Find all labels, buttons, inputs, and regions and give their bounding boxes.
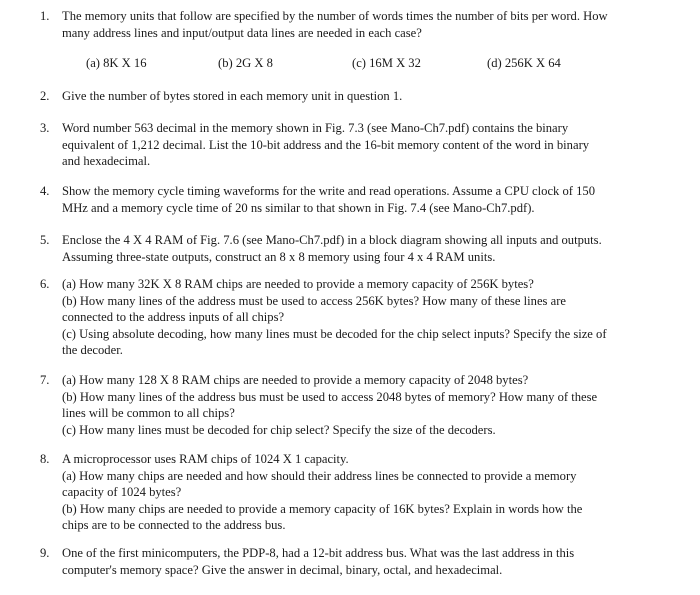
question-line: (c) Using absolute decoding, how many lines must be decoded for the chip select inputs? Specify the size of [62,326,607,341]
question-text [62,120,660,170]
question-number: 6. [40,277,50,291]
question-text [62,545,660,578]
question-line: (b) How many chips are needed to provide a memory capacity of 16K bytes? Explain in words how the [62,501,583,516]
question-line: equivalent of 1,212 decimal. List the 10-bit address and the 16-bit memory content of the word in binary [62,137,590,152]
question-line: Enclose the 4 X 4 RAM of Fig. 7.6 (see Mano-Ch7.pdf) in a block diagram showing all inputs and outputs. [62,233,602,247]
question-line: chips are to be connected to the address bus. [62,518,286,532]
question-text [62,276,660,359]
question-text [62,8,660,41]
question-number: 4. [40,184,50,198]
question-line: The memory units that follow are specified by the number of words times the number of bits per word. How [62,9,608,23]
question-number: 3. [40,121,50,135]
question-line: (b) How many lines of the address must be used to access 256K bytes? How many of these lines are [62,293,566,308]
question-line: Assuming three-state outputs, construct an 8 x 8 memory using four 4 x 4 RAM units. [62,249,496,264]
question-number: 9. [40,546,50,560]
question-line: many address lines and input/output data lines are needed in each case? [62,25,422,40]
question-number: 1. [40,9,50,23]
question-line: computer's memory space? Give the answer in decimal, binary, octal, and hexadecimal. [62,562,503,577]
question-line: (b) How many lines of the address bus must be used to access 2048 bytes of memory? How many of these [62,389,598,404]
option-d: (d) 256K X 64 [487,56,561,70]
question-text [62,372,660,438]
option-c: (c) 16M X 32 [352,56,421,70]
question-text [62,88,660,105]
question-text [62,451,660,534]
question-number: 5. [40,233,50,247]
question-line: the decoder. [62,343,123,357]
question-line: (a) How many chips are needed and how should their address lines be connected to provide a memory [62,468,577,483]
question-text [62,232,660,265]
question-line: lines will be common to all chips? [62,406,235,420]
question-line: capacity of 1024 bytes? [62,485,182,499]
option-a: (a) 8K X 16 [86,56,147,70]
question-number: 2. [40,89,50,103]
question-line: MHz and a memory cycle time of 20 ns similar to that shown in Fig. 7.4 (see Mano-Ch7.pdf). [62,200,535,215]
option-b: (b) 2G X 8 [218,56,273,70]
question-line: One of the first minicomputers, the PDP-8, had a 12-bit address bus. What was the last address in this [62,546,575,560]
question-number: 7. [40,373,50,387]
question-line: Give the number of bytes stored in each memory unit in question 1. [62,89,403,103]
question-line: connected to the address inputs of all chips? [62,310,285,324]
question-line: and hexadecimal. [62,154,151,168]
question-line: (c) How many lines must be decoded for chip select? Specify the size of the decoders. [62,422,496,437]
question-line: (a) How many 32K X 8 RAM chips are needed to provide a memory capacity of 256K bytes? [62,277,534,291]
question-line: A microprocessor uses RAM chips of 1024 X 1 capacity. [62,452,349,466]
question-line: Show the memory cycle timing waveforms for the write and read operations. Assume a CPU clock of 150 [62,184,596,198]
question-line: Word number 563 decimal in the memory shown in Fig. 7.3 (see Mano-Ch7.pdf) contains the binary [62,121,569,135]
question-number: 8. [40,452,50,466]
question-line: (a) How many 128 X 8 RAM chips are needed to provide a memory capacity of 2048 bytes? [62,373,529,387]
question-text [62,183,660,216]
